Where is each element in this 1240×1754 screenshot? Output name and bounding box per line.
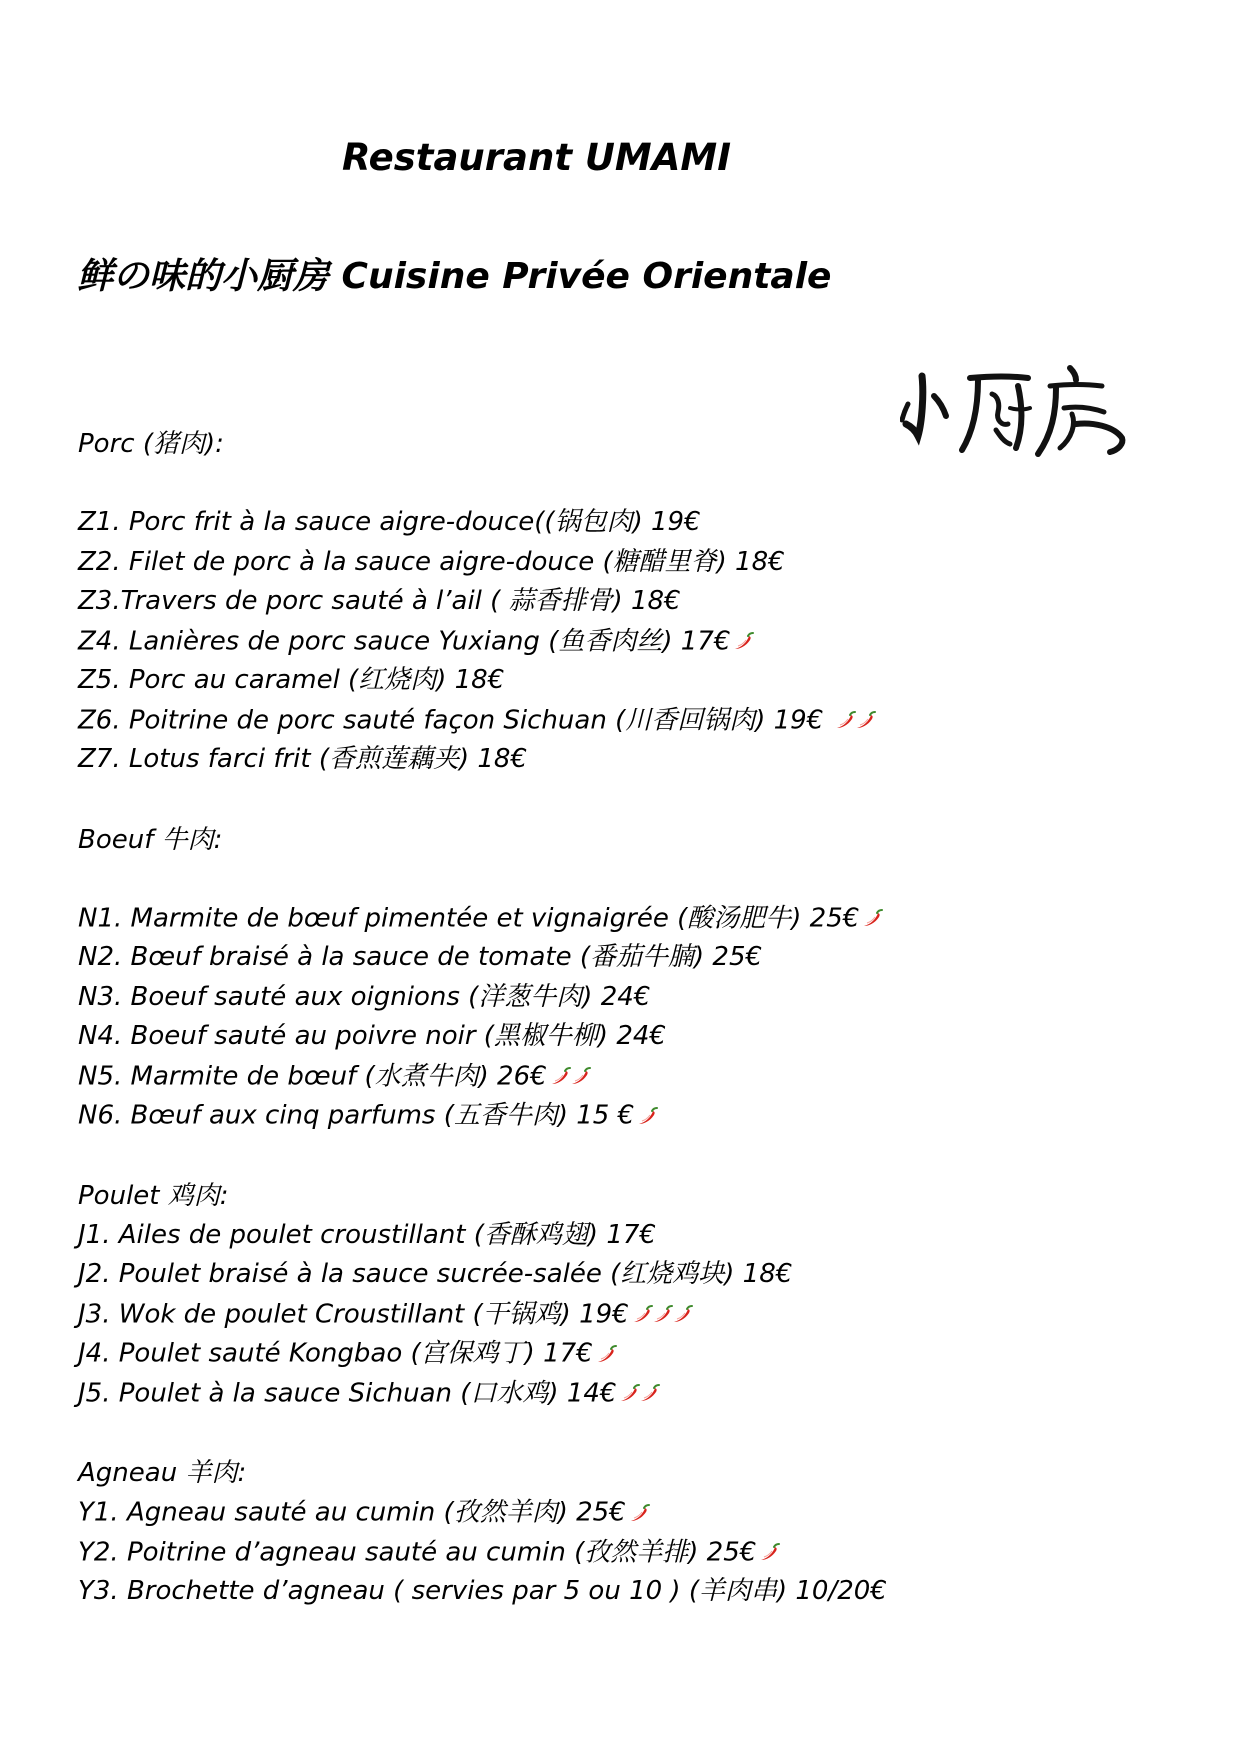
- spice-level: [638, 1096, 658, 1136]
- dish-list: [78, 1216, 1198, 1414]
- dish-text: J3. Wok de poulet Croustillant (干锅鸡) 19€: [78, 1298, 629, 1329]
- dish-item: [78, 1096, 1198, 1136]
- dish-text: Y2. Poitrine d’agneau sauté au cumin (孜然羊排) 25€: [78, 1536, 757, 1567]
- chili-pepper-icon: [671, 1304, 693, 1324]
- chili-pepper-icon: [631, 1304, 653, 1324]
- spice-level: [551, 1057, 591, 1097]
- dish-text: Z4. Lanières de porc sauce Yuxiang (鱼香肉丝) 17€: [78, 625, 731, 656]
- dish-item: [78, 978, 1198, 1018]
- dish-item: [78, 740, 1198, 780]
- dish-text: Y1. Agneau sauté au cumin (孜然羊肉) 25€: [78, 1497, 626, 1528]
- dish-item: [78, 582, 1198, 622]
- dish-list: [78, 1493, 1198, 1612]
- spice-level: [620, 1374, 660, 1414]
- section-title: Porc (猪肉):: [78, 429, 224, 459]
- chili-pepper-icon: [854, 710, 876, 730]
- dish-text: N4. Boeuf sauté au poivre noir (黑椒牛柳) 24€: [78, 1021, 666, 1051]
- dish-text: N1. Marmite de bœuf pimentée et vignaigrée (酸汤肥牛) 25€: [78, 902, 860, 933]
- spice-level: [734, 622, 754, 662]
- chili-pepper-icon: [834, 710, 856, 730]
- dish-item: [78, 1295, 1198, 1335]
- dish-list: [78, 503, 1198, 780]
- dish-item: [78, 622, 1198, 662]
- section-title: Poulet 鸡肉:: [78, 1180, 229, 1211]
- dish-text: N5. Marmite de bœuf (水煮牛肉) 26€: [78, 1060, 547, 1091]
- menu-section: [78, 1176, 1198, 1414]
- section-title: Boeuf 牛肉:: [78, 824, 223, 855]
- spice-level: [863, 899, 883, 939]
- chili-pepper-icon: [732, 631, 754, 651]
- dish-item: [78, 1374, 1198, 1414]
- menu-sections: [78, 424, 1198, 1612]
- dish-text: N2. Bœuf braisé à la sauce de tomate (番茄牛腩) 25€: [78, 942, 763, 972]
- chili-pepper-icon: [651, 1304, 673, 1324]
- menu-section: [78, 1453, 1198, 1612]
- menu-section: [78, 820, 1198, 1136]
- restaurant-title: Restaurant UMAMI: [342, 136, 731, 179]
- dish-text: J4. Poulet sauté Kongbao (宫保鸡丁) 17€: [78, 1338, 593, 1369]
- dish-list: [78, 899, 1198, 1136]
- dish-text: Z6. Poitrine de porc sauté façon Sichuan (川香回锅肉) 19€: [78, 704, 832, 735]
- spice-level: [597, 1334, 617, 1374]
- chili-pepper-icon: [569, 1066, 591, 1086]
- dish-text: Z7. Lotus farci frit (香煎莲藕夹) 18€: [78, 744, 528, 774]
- dish-item: [78, 1017, 1198, 1057]
- dish-item: [78, 1572, 1198, 1612]
- dish-text: N3. Boeuf sauté aux oignions (洋葱牛肉) 24€: [78, 981, 651, 1012]
- dish-item: [78, 1533, 1198, 1573]
- dish-text: N6. Bœuf aux cinq parfums (五香牛肉) 15 €: [78, 1100, 635, 1131]
- chili-pepper-icon: [861, 908, 883, 928]
- dish-item: [78, 899, 1198, 939]
- dish-item: [78, 1334, 1198, 1374]
- dish-item: [78, 701, 1198, 741]
- dish-text: J5. Poulet à la sauce Sichuan (口水鸡) 14€: [78, 1377, 617, 1408]
- chili-pepper-icon: [758, 1542, 780, 1562]
- chili-pepper-icon: [618, 1383, 640, 1403]
- restaurant-subtitle: 鲜の味的小厨房 Cuisine Privée Orientale: [77, 256, 832, 297]
- chili-pepper-icon: [636, 1106, 658, 1126]
- dish-text: Z1. Porc frit à la sauce aigre-douce((锅包肉) 19€: [78, 507, 701, 537]
- menu-section: [78, 424, 1198, 780]
- dish-item: [78, 543, 1198, 583]
- dish-item: [78, 1493, 1198, 1533]
- spice-level: [836, 701, 876, 741]
- dish-text: J2. Poulet braisé à la sauce sucrée-salée (红烧鸡块) 18€: [78, 1259, 793, 1289]
- dish-item: [78, 503, 1198, 543]
- dish-item: [78, 1255, 1198, 1295]
- dish-text: Y3. Brochette d’agneau ( servies par 5 ou 10 ) (羊肉串) 10/20€: [78, 1576, 887, 1606]
- chili-pepper-icon: [628, 1503, 650, 1523]
- chili-pepper-icon: [595, 1344, 617, 1364]
- dish-item: [78, 1216, 1198, 1256]
- dish-text: Z2. Filet de porc à la sauce aigre-douce (糖醋里脊) 18€: [78, 546, 785, 577]
- dish-text: Z3.Travers de porc sauté à l’ail ( 蒜香排骨) 18€: [78, 586, 681, 616]
- dish-item: [78, 661, 1198, 701]
- spice-level: [630, 1493, 650, 1533]
- chili-pepper-icon: [549, 1066, 571, 1086]
- chili-pepper-icon: [638, 1383, 660, 1403]
- dish-text: Z5. Porc au caramel (红烧肉) 18€: [78, 665, 505, 695]
- dish-item: [78, 938, 1198, 978]
- dish-text: J1. Ailes de poulet croustillant (香酥鸡翅) 17€: [78, 1219, 656, 1250]
- spice-level: [760, 1533, 780, 1573]
- section-title: Agneau 羊肉:: [78, 1458, 247, 1488]
- dish-item: [78, 1057, 1198, 1097]
- spice-level: [633, 1295, 693, 1335]
